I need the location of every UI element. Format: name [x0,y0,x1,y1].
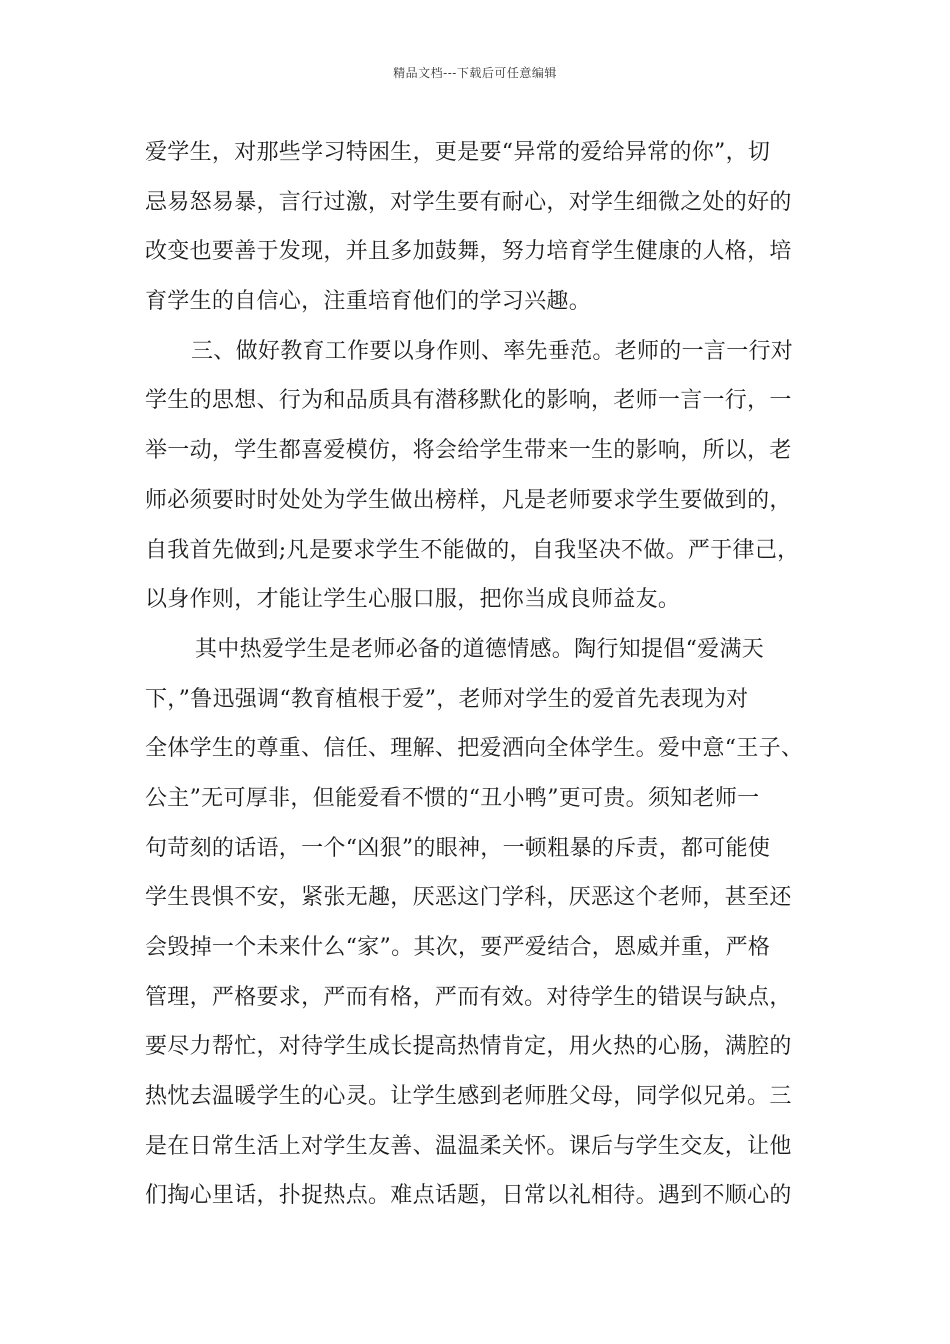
text-line: 自我首先做到;凡是要求学生不能做的，自我坚决不做。严于律己， [145,537,800,563]
text-line: 师必须要时时处处为学生做出榜样，凡是老师要求学生要做到的， [145,487,792,513]
text-line: 改变也要善于发现，并且多加鼓舞，努力培育学生健康的人格，培 [145,239,792,265]
text-line: 下，”鲁迅强调“教育植根于爱”，老师对学生的爱首先表现为对 [145,686,749,712]
text-line: 会毁掉一个未来什么“家”。其次，要严爱结合，恩威并重，严格 [145,935,771,960]
document-body [145,128,825,1221]
text-line: 公主”无可厚非，但能爱看不惯的“丑小鸭”更可贵。须知老师一 [145,785,760,811]
text-line: 忌易怒易暴，言行过激，对学生要有耐心，对学生细微之处的好的 [145,189,792,215]
text-line: 以身作则，才能让学生心服口服，把你当成良师益友。 [145,587,681,613]
text-line: 是在日常生活上对学生友善、温温柔关怀。课后与学生交友，让他 [145,1133,792,1159]
page-header: 精品文档---下载后可任意编辑 [393,66,557,80]
text-line: 要尽力帮忙，对待学生成长提高热情肯定，用火热的心肠，满腔的 [145,1034,792,1060]
paragraph-start-line: 三、做好教育工作要以身作则、率先垂范。老师的一言一行对 [191,338,794,364]
text-line: 热忱去温暖学生的心灵。让学生感到老师胜父母，同学似兄弟。三 [145,1084,792,1110]
text-line: 学生的思想、行为和品质具有潜移默化的影响，老师一言一行，一 [145,388,792,414]
paragraph-start-line: 其中热爱学生是老师必备的道德情感。陶行知提倡“爱满天 [195,636,765,662]
text-line: 句苛刻的话语，一个“凶狠”的眼神，一顿粗暴的斥责，都可能使 [145,835,771,861]
text-line: 管理，严格要求，严而有格，严而有效。对待学生的错误与缺点， [145,984,792,1010]
text-line: 学生畏惧不安，紧张无趣，厌恶这门学科，厌恶这个老师，甚至还 [145,885,792,911]
text-line: 育学生的自信心，注重培育他们的学习兴趣。 [145,289,592,315]
text-line: 全体学生的尊重、信任、理解、把爱洒向全体学生。爱中意“王子、 [145,736,804,762]
text-line: 举一动，学生都喜爱模仿，将会给学生带来一生的影响，所以，老 [145,438,792,464]
text-line: 爱学生，对那些学习特困生，更是要“异常的爱给异常的你”，切 [145,140,771,165]
text-line: 们掏心里话，扑捉热点。难点话题，日常以礼相待。遇到不顺心的 [145,1183,792,1209]
